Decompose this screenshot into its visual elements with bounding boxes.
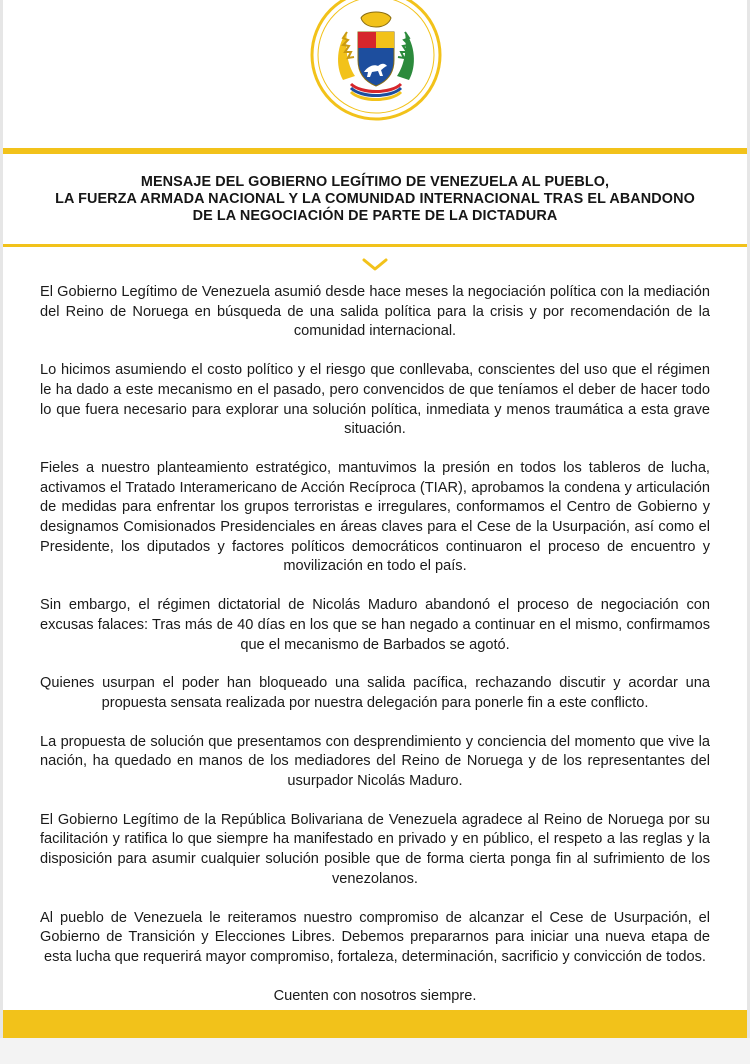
body-paragraph: El Gobierno Legítimo de Venezuela asumió desde hace meses la negociación política con la mediación del Reino de Noruega en búsqueda de una salida política para la crisis y por recomendación de la comunidad internacional. <box>40 284 710 340</box>
footer-band <box>3 1010 747 1038</box>
closing-line: Cuenten con nosotros siempre. <box>273 987 477 1004</box>
title-box <box>3 154 747 247</box>
body-paragraph: Lo hicimos asumiendo el costo político y el riesgo que conllevaba, conscientes del uso que el régimen le ha dado a este mecanismo en el pasado, pero convencidos de que teníamos el deber de hacer todo lo que fuera necesario para explorar una solución política, inmediata y menos traumática a esta grave situación. <box>40 362 710 438</box>
body-paragraph: La propuesta de solución que presentamos con desprendimiento y conciencia del momento que vive la nación, ha quedado en manos de los mediadores del Reino de Noruega y de los representantes del usurpador Nicolás Maduro. <box>40 733 710 790</box>
body-paragraph: Quienes usurpan el poder han bloqueado una salida pacífica, rechazando discutir y acordar una propuesta sensata realizada por nuestra delegación para ponerle fin a este conflicto. <box>40 675 710 711</box>
footer-strip <box>0 1038 750 1064</box>
title-line: MENSAJE DEL GOBIERNO LEGÍTIMO DE VENEZUELA AL PUEBLO, <box>140 173 610 190</box>
body-paragraph: Al pueblo de Venezuela le reiteramos nuestro compromiso de alcanzar el Cese de Usurpación, el Gobierno de Transición y Elecciones Libres. Debemos prepararnos para iniciar una nueva etapa de esta lucha que requerirá mayor compromiso, fortaleza, determinación, sacrificio y convicción de todos. <box>40 909 710 965</box>
body-paragraph: El Gobierno Legítimo de la República Bolivariana de Venezuela agradece al Reino de Noruega por su facilitación y ratifica lo que siempre ha manifestado en privado y en público, el respeto a las reglas y la disposición para asumir cualquier solución posible que de forma cierta ponga fin al sufrimiento de los venezolanos. <box>40 811 710 887</box>
chevron-down-icon <box>362 258 388 272</box>
message-body <box>40 283 710 1006</box>
coat-of-arms-seal <box>309 0 443 122</box>
title-line: DE LA NEGOCIACIÓN DE PARTE DE LA DICTADURA <box>192 207 558 224</box>
body-paragraph: Fieles a nuestro planteamiento estratégico, mantuvimos la presión en todos los tableros de lucha, activamos el Tratado Interamericano de Acción Recíproca (TIAR), aprobamos la condena y articulación de medidas para enfrentar los grupos terroristas e irregulares, conformamos el Centro de Gobierno y designamos Comisionados Presidenciales en áreas claves para el Cese de la Usurpación, así como el Presidente, los diputados y factores políticos democráticos continuaron el proceso de encuentro y movilización en todo el país. <box>40 459 710 575</box>
body-paragraph: Sin embargo, el régimen dictatorial de Nicolás Maduro abandonó el proceso de negociación con excusas falaces: Tras más de 40 días en los que se han negado a continuar en el mismo, confirmamos que el mecanismo de Barbados se agotó. <box>40 597 710 653</box>
title-line: LA FUERZA ARMADA NACIONAL Y LA COMUNIDAD INTERNACIONAL TRAS EL ABANDONO <box>55 190 695 207</box>
